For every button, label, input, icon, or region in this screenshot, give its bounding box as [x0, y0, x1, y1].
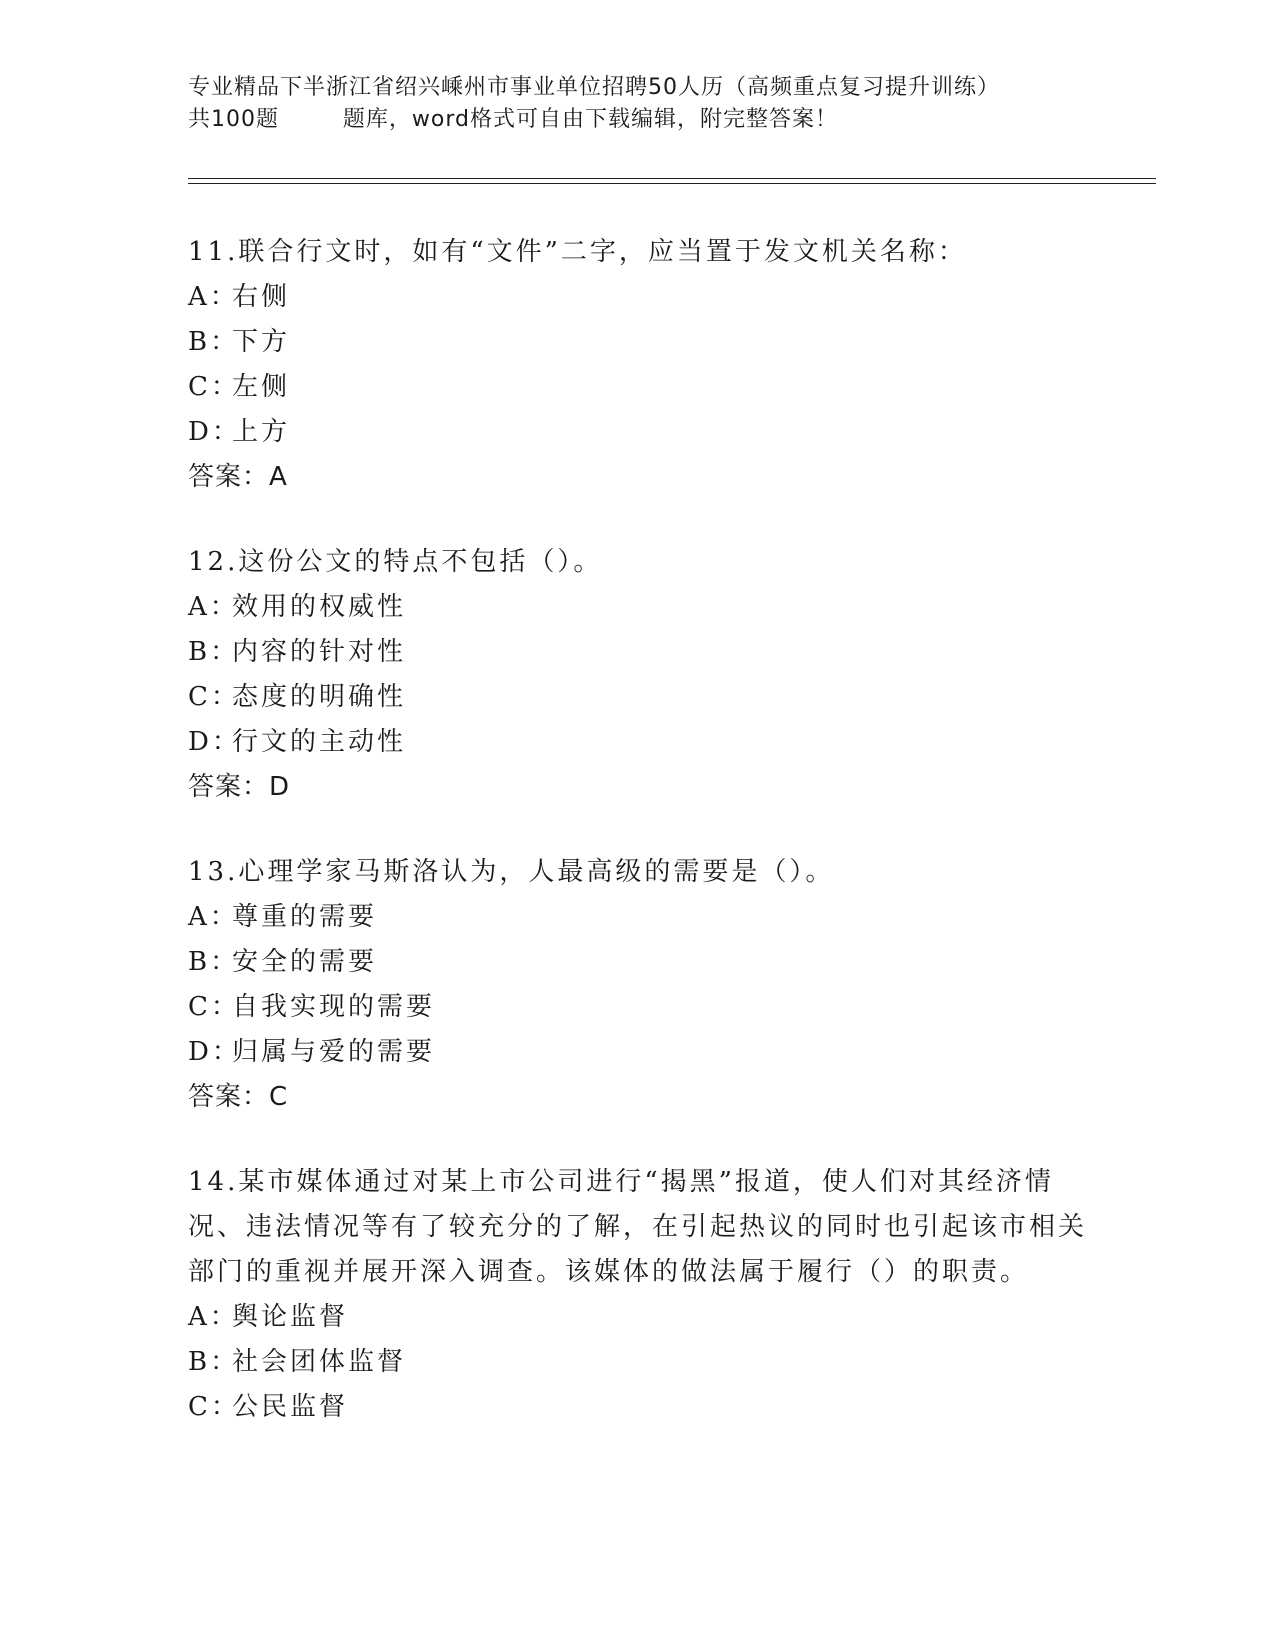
- option-letter: C：: [188, 372, 240, 402]
- option-text: 安全的需要: [232, 947, 378, 977]
- option-letter: A：: [188, 1302, 239, 1332]
- option-letter: C：: [188, 992, 240, 1022]
- option-text: 右侧: [232, 282, 291, 312]
- option-text: 态度的明确性: [232, 682, 407, 712]
- option-text: 行文的主动性: [232, 727, 407, 757]
- header-rule-bottom: [188, 183, 1156, 184]
- option-letter: B：: [188, 947, 240, 977]
- option-text: 内容的针对性: [232, 637, 407, 667]
- option-b: [188, 1340, 1088, 1385]
- option-b: [188, 320, 1088, 365]
- option-letter: A：: [188, 902, 239, 932]
- option-text: 社会团体监督: [232, 1347, 407, 1377]
- question-stem: 13.心理学家马斯洛认为，人最高级的需要是（）。: [188, 857, 835, 887]
- option-letter: B：: [188, 327, 240, 357]
- option-text: 舆论监督: [232, 1302, 349, 1332]
- option-b: [188, 940, 1088, 985]
- option-text: 尊重的需要: [232, 902, 378, 932]
- option-text: 效用的权威性: [232, 592, 407, 622]
- option-letter: D：: [188, 727, 241, 757]
- question-stem: 12.这份公文的特点不包括（）。: [188, 547, 603, 577]
- answer-line: 答案：A: [188, 462, 288, 492]
- option-text: 左侧: [232, 372, 291, 402]
- option-c: [188, 675, 1088, 720]
- option-a: [188, 585, 1088, 630]
- option-letter: C：: [188, 682, 240, 712]
- option-a: [188, 275, 1088, 320]
- option-d: [188, 1030, 1088, 1075]
- document-header: [188, 72, 1088, 136]
- option-letter: D：: [188, 1037, 241, 1067]
- header-subtitle-line: 共100题 题库，word格式可自由下载编辑，附完整答案！: [188, 107, 839, 132]
- answer-line: 答案：D: [188, 772, 291, 802]
- option-letter: C：: [188, 1392, 240, 1422]
- option-letter: A：: [188, 282, 239, 312]
- answer-line: 答案：C: [188, 1082, 289, 1112]
- option-letter: B：: [188, 1347, 240, 1377]
- question-13: [188, 850, 1088, 1120]
- header-double-rule: [188, 178, 1156, 184]
- option-text: 自我实现的需要: [232, 992, 436, 1022]
- question-stem: 11.联合行文时，如有“文件”二字，应当置于发文机关名称：: [188, 237, 967, 267]
- option-letter: D：: [188, 417, 241, 447]
- option-c: [188, 365, 1088, 410]
- option-c: [188, 1385, 1088, 1430]
- option-text: 公民监督: [232, 1392, 349, 1422]
- option-text: 下方: [232, 327, 291, 357]
- question-14: [188, 1160, 1088, 1430]
- question-stem: 14.某市媒体通过对某上市公司进行“揭黑”报道，使人们对其经济情况、违法情况等有了较充分的了解，在引起热议的同时也引起该市相关部门的重视并展开深入调查。该媒体的做法属于履行（）的职责。: [188, 1167, 1088, 1287]
- option-d: [188, 720, 1088, 765]
- header-rule-top: [188, 178, 1156, 179]
- option-c: [188, 985, 1088, 1030]
- option-a: [188, 1295, 1088, 1340]
- question-list: [188, 230, 1088, 1470]
- option-b: [188, 630, 1088, 675]
- option-a: [188, 895, 1088, 940]
- option-text: 归属与爱的需要: [232, 1037, 436, 1067]
- option-d: [188, 410, 1088, 455]
- option-letter: B：: [188, 637, 240, 667]
- header-title-line: 专业精品下半浙江省绍兴嵊州市事业单位招聘50人历（高频重点复习提升训练）: [188, 75, 1000, 100]
- question-12: [188, 540, 1088, 810]
- option-text: 上方: [232, 417, 291, 447]
- option-letter: A：: [188, 592, 239, 622]
- question-11: [188, 230, 1088, 500]
